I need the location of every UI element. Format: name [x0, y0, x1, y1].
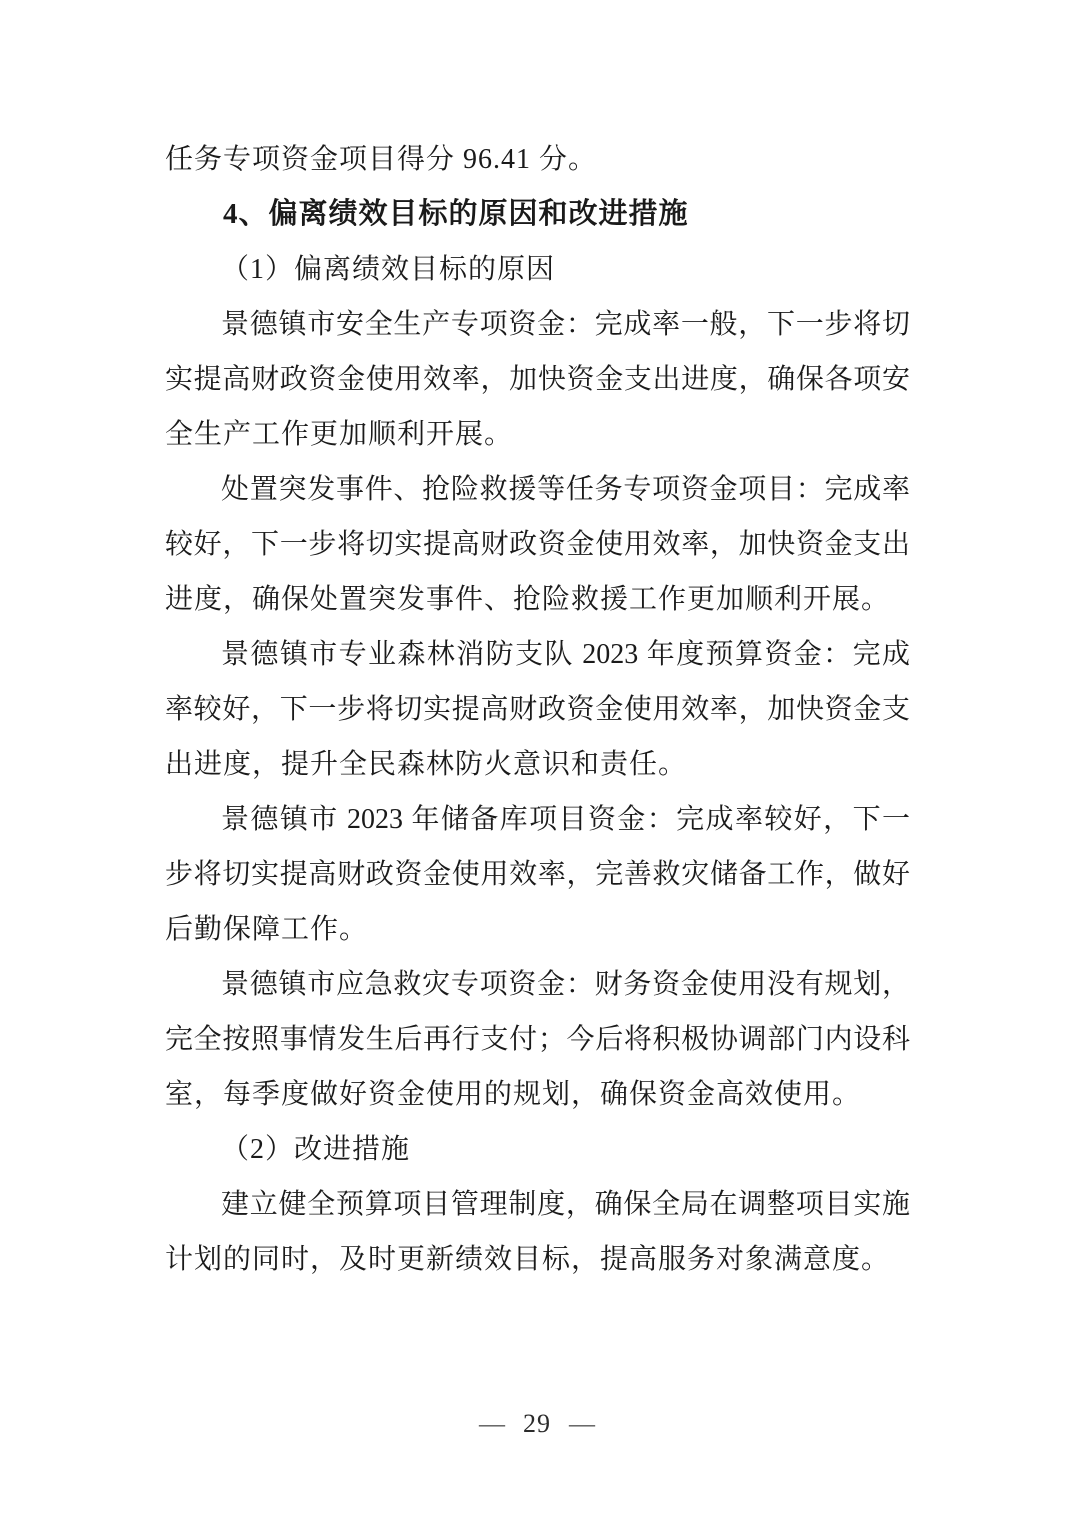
page-footer [0, 1402, 1074, 1446]
paragraph-line: 景德镇市应急救灾专项资金：财务资金使用没有规划， [221, 969, 910, 1000]
subsection-heading: （1）偏离绩效目标的原因 [221, 254, 556, 285]
page-number: 29 [523, 1409, 551, 1438]
paragraph-line: 景德镇市 2023 年储备库项目资金：完成率较好，下一 [221, 804, 910, 835]
section-heading: 4、偏离绩效目标的原因和改进措施 [223, 198, 689, 230]
paragraph-line: 景德镇市专业森林消防支队 2023 年度预算资金：完成 [221, 639, 910, 670]
paragraph-line: 建立健全预算项目管理制度，确保全局在调整项目实施 [221, 1189, 910, 1220]
document-body [165, 132, 910, 1287]
paragraph-line: 较好，下一步将切实提高财政资金使用效率，加快资金支出 [165, 529, 910, 560]
subsection-heading: （2）改进措施 [221, 1134, 411, 1165]
paragraph-line: 室，每季度做好资金使用的规划，确保资金高效使用。 [165, 1079, 862, 1110]
paragraph-line: 计划的同时，及时更新绩效目标，提高服务对象满意度。 [165, 1244, 891, 1275]
paragraph-line: 完全按照事情发生后再行支付；今后将积极协调部门内设科 [165, 1024, 910, 1055]
paragraph-line: 实提高财政资金使用效率，加快资金支出进度，确保各项安 [165, 364, 910, 395]
paragraph-line: 景德镇市安全生产专项资金：完成率一般，下一步将切 [221, 309, 910, 340]
paragraph-line: 率较好，下一步将切实提高财政资金使用效率，加快资金支 [165, 694, 910, 725]
paragraph-line: 处置突发事件、抢险救援等任务专项资金项目：完成率 [221, 474, 910, 505]
paragraph-line: 后勤保障工作。 [165, 914, 369, 945]
paragraph-line: 步将切实提高财政资金使用效率，完善救灾储备工作，做好 [165, 859, 910, 890]
footer-dash-right: — [569, 1409, 595, 1438]
paragraph-continuation-line: 任务专项资金项目得分 96.41 分。 [165, 144, 598, 175]
paragraph-line: 全生产工作更加顺利开展。 [165, 419, 514, 450]
footer-dash-left: — [479, 1409, 505, 1438]
paragraph-line: 出进度，提升全民森林防火意识和责任。 [165, 749, 688, 780]
paragraph-line: 进度，确保处置突发事件、抢险救援工作更加顺利开展。 [165, 584, 891, 615]
